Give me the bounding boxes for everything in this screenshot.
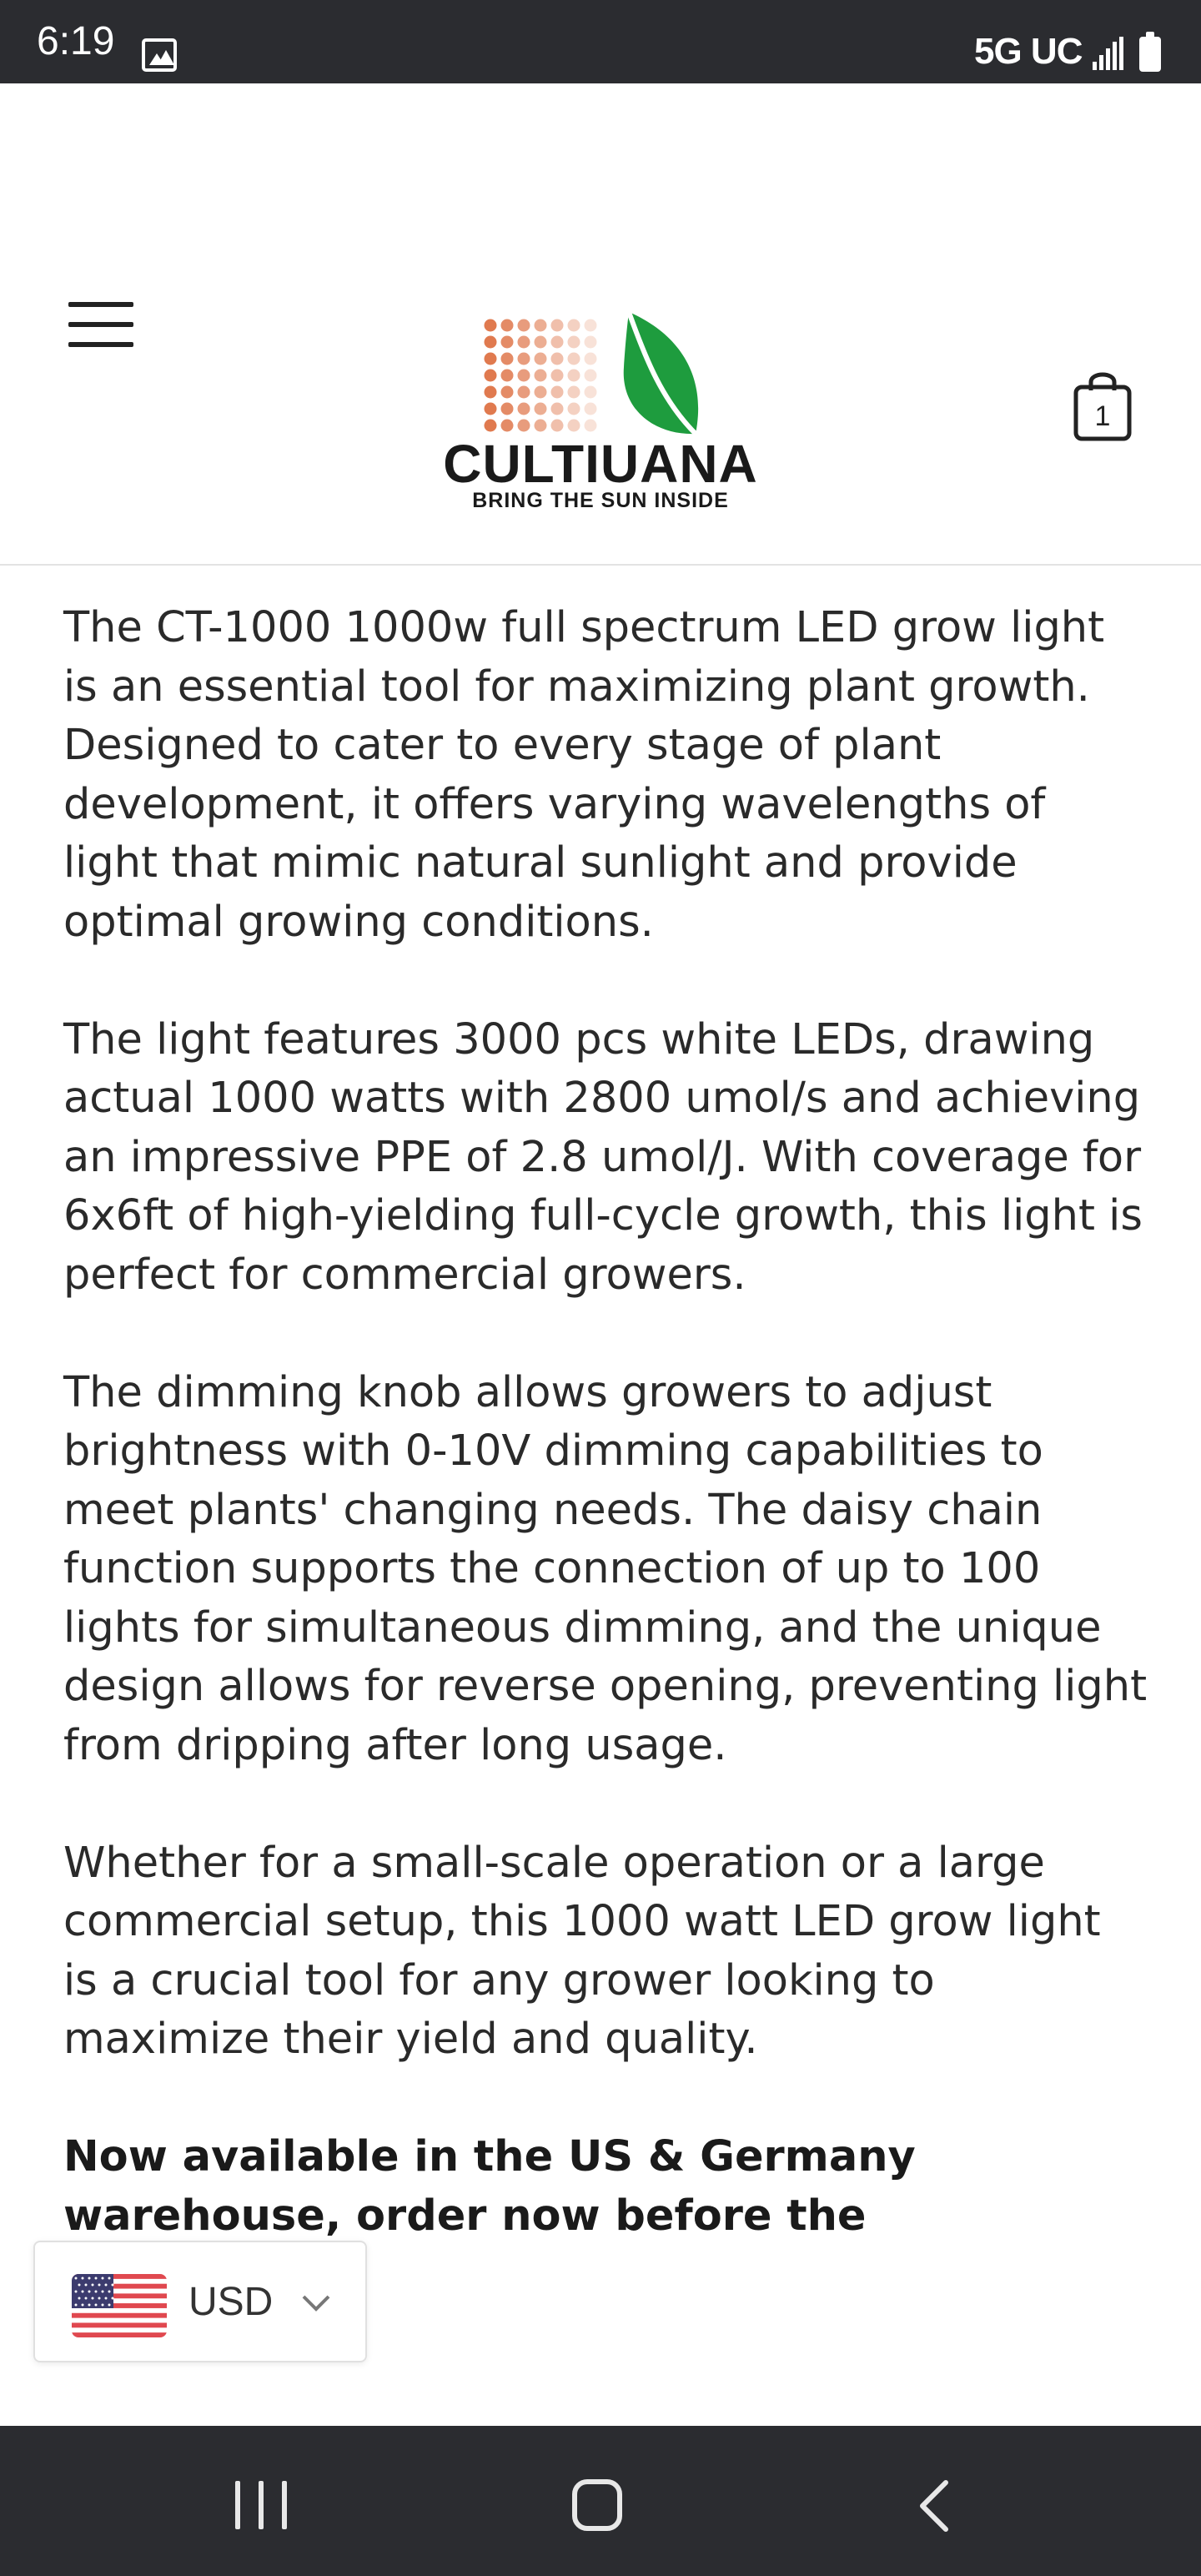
cart-button[interactable] [1073,365,1133,442]
status-time: 6:19 [37,19,115,63]
product-description [63,599,1148,2246]
recent-apps-icon[interactable] [235,2481,289,2529]
back-icon[interactable] [916,2479,952,2533]
currency-label: USD [188,2280,274,2324]
gallery-icon [142,38,177,72]
network-label: 5G UC [974,31,1083,72]
site-logo[interactable] [427,302,774,519]
logo-tagline: BRING THE SUN INSIDE [472,489,729,512]
system-nav-bar [0,2426,1201,2576]
home-icon[interactable] [572,2479,622,2531]
description-paragraph: The dimming knob allows growers to adjust brightness with 0-10V dimming capabilities to meet plants' changing needs. The daisy chain function supports the connection of up to 100 lights for simultaneous dimming, and the unique design allows for reverse opening, preventing light from dripping after long usage. [63,1367,1148,1770]
logo-name: CULTIUANA [443,434,758,494]
description-paragraph: Whether for a small-scale operation or a large commercial setup, this 1000 watt LED grow light is a crucial tool for any grower looking to maximize their yield and quality. [63,1838,1101,2064]
battery-icon [1139,37,1161,72]
signal-icon [1093,37,1123,70]
site-header [0,83,1201,566]
chevron-down-icon [300,2292,332,2314]
leaf-icon [604,309,704,442]
currency-selector[interactable] [33,2241,367,2362]
status-bar [0,0,1201,83]
promo-text: Now available in the US & Germany warehouse, order now before the [63,2132,916,2241]
description-paragraph: The CT-1000 1000w full spectrum LED grow light is an essential tool for maximizing plant growth. Designed to cater to every stage of plant development, it offers varying wavelengths of light that mimic natural sunlight and provide optimal growing conditions. [63,603,1105,947]
logo-dots-icon [482,317,607,434]
hamburger-menu-icon[interactable] [68,302,133,347]
cart-count: 1 [1094,400,1111,432]
description-paragraph: The light features 3000 pcs white LEDs, drawing actual 1000 watts with 2800 umol/s and achieving an impressive PPE of 2.8 umol/J. With coverage for 6x6ft of high-yielding full-cycle growth, this light is perfect for commercial growers. [63,1014,1143,1300]
us-flag-icon [72,2274,167,2337]
